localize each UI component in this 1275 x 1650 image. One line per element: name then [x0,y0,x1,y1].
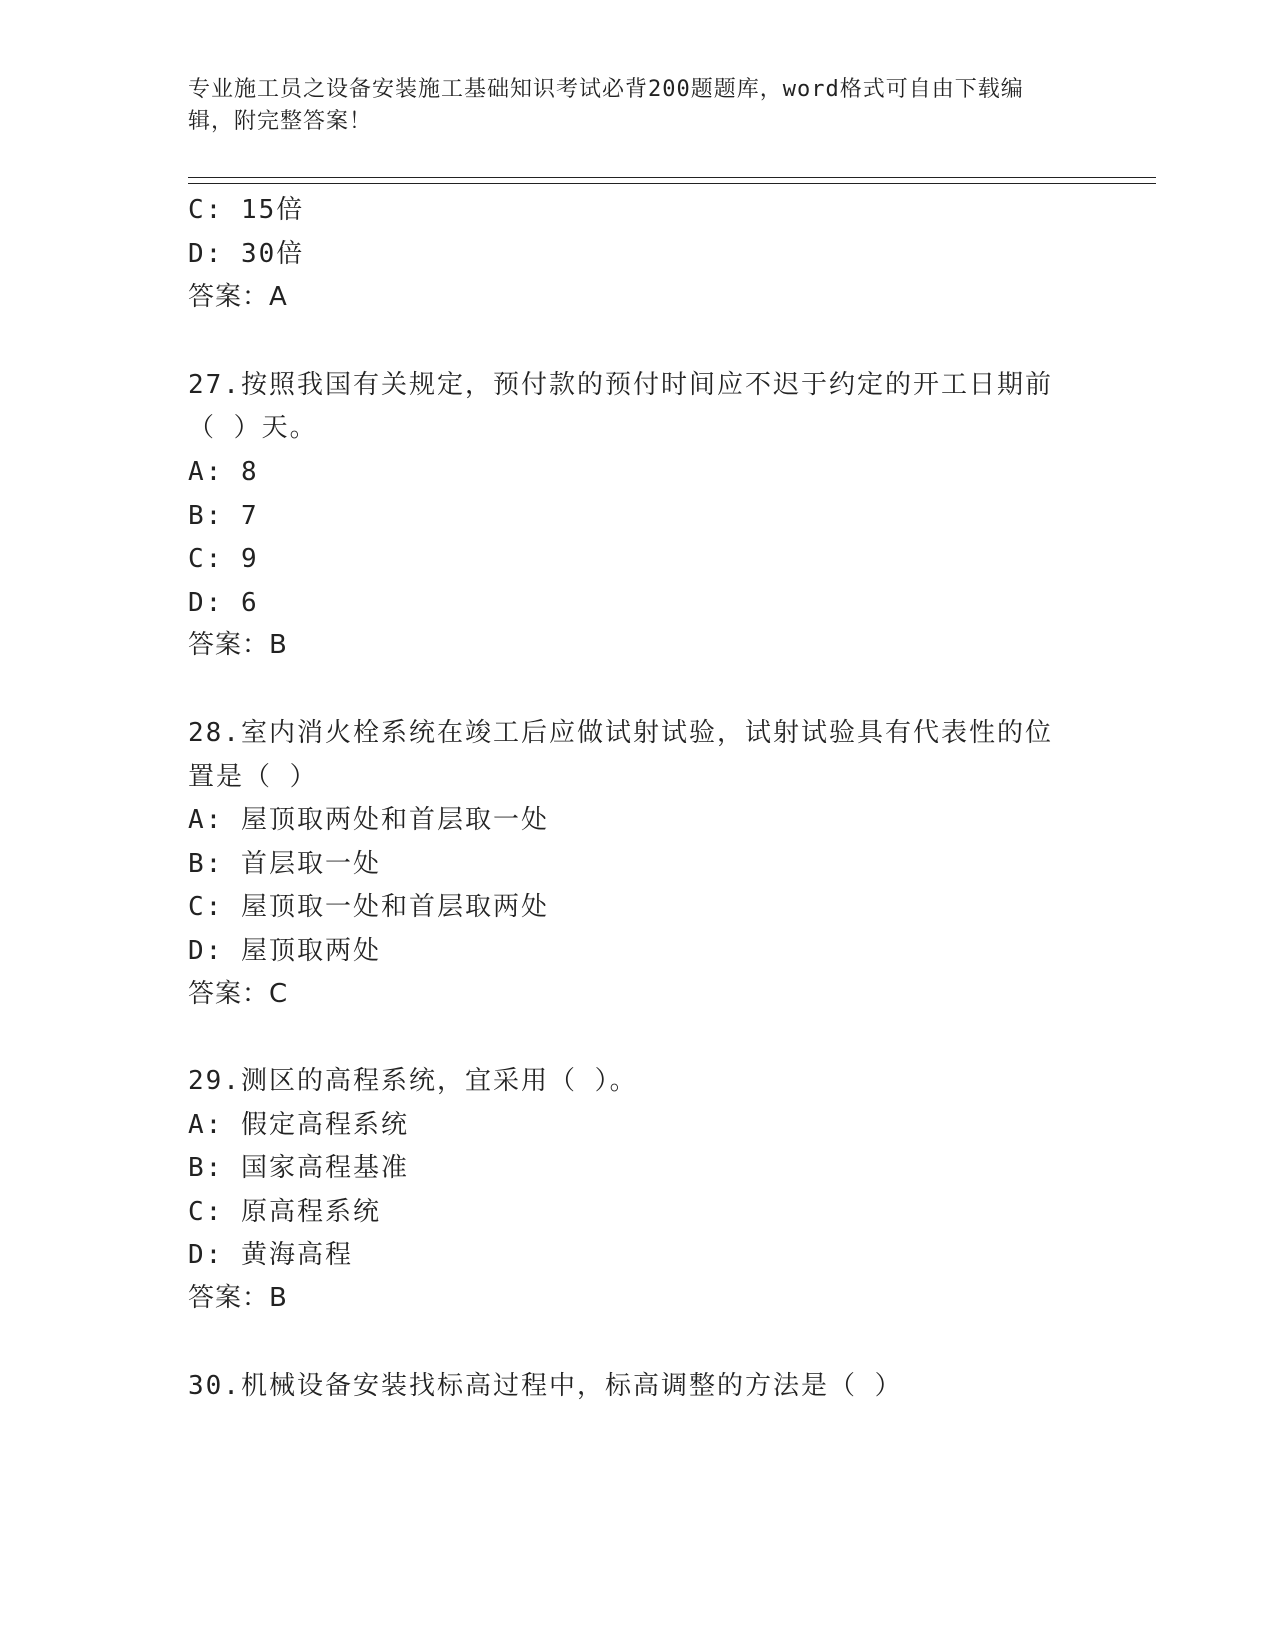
q28-option-b: B: 首层取一处 [188,849,381,879]
q28-answer: 答案：C [188,979,289,1009]
q29-option-a: A: 假定高程系统 [188,1110,409,1140]
q26-option-c: C: 15倍 [188,195,305,225]
q29-option-b: B: 国家高程基准 [188,1153,409,1183]
q27-answer: 答案：B [188,630,288,660]
q30-question: 30.机械设备安装找标高过程中，标高调整的方法是（ ） [188,1371,903,1401]
q27-option-d: D: 6 [188,588,259,618]
header-divider-bottom [188,183,1156,184]
q28-option-a: A: 屋顶取两处和首层取一处 [188,805,549,835]
q28-question-line2: 置是（ ） [188,762,318,792]
q28-option-c: C: 屋顶取一处和首层取两处 [188,892,549,922]
q28-question-line1: 28.室内消火栓系统在竣工后应做试射试验，试射试验具有代表性的位 [188,718,1053,748]
document-header: 专业施工员之设备安装施工基础知识考试必背200题题库，word格式可自由下载编辑，附完整答案！ [188,77,1024,134]
q27-question-line2: （ ）天。 [188,413,318,443]
q27-option-c: C: 9 [188,544,259,574]
q28-option-d: D: 屋顶取两处 [188,936,381,966]
q26-option-d: D: 30倍 [188,239,305,269]
q29-question: 29.测区的高程系统，宜采用（ ）。 [188,1066,638,1096]
q26-answer: 答案：A [188,282,288,312]
q29-option-d: D: 黄海高程 [188,1240,353,1270]
q29-option-c: C: 原高程系统 [188,1197,381,1227]
q27-question-line1: 27.按照我国有关规定，预付款的预付时间应不迟于约定的开工日期前 [188,370,1053,400]
q27-option-a: A: 8 [188,457,259,487]
q29-answer: 答案：B [188,1283,288,1313]
q27-option-b: B: 7 [188,501,259,531]
header-divider-top [188,177,1156,178]
